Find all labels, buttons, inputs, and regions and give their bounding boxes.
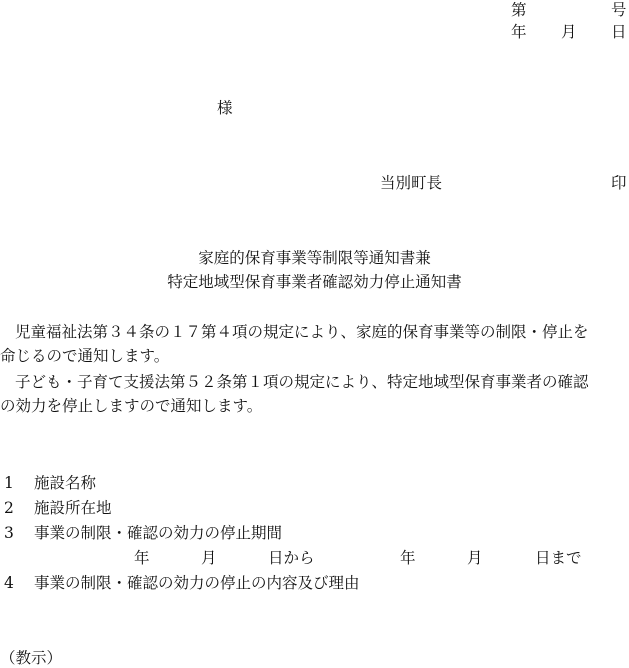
item-label: 施設名称	[34, 474, 97, 492]
instruction-heading: （教示）	[0, 649, 63, 667]
list-item	[4, 473, 97, 493]
item-label: 事業の制限・確認の効力の停止の内容及び理由	[34, 574, 360, 592]
list-item	[4, 498, 112, 518]
date-month-label: 月	[561, 23, 577, 41]
item-number: 2	[4, 499, 14, 517]
addressee-honorific: 様	[217, 99, 233, 117]
body-paragraph-2	[0, 370, 629, 418]
date-year-label: 年	[511, 23, 527, 41]
document-title-line-2: 特定地域型保育事業者確認効力停止通知書	[167, 273, 462, 291]
number-prefix: 第	[511, 1, 527, 19]
body-paragraph-1-line-1: 児童福祉法第３４条の１７第４項の規定により、家庭的保育事業等の制限・停止を	[15, 323, 589, 341]
sender-title: 当別町長	[380, 174, 443, 192]
period-start-month: 月	[201, 549, 217, 567]
body-paragraph-1	[0, 320, 629, 368]
list-item	[4, 523, 283, 543]
item-number: 3	[4, 524, 14, 542]
period-end-year: 年	[400, 549, 416, 567]
seal-mark: 印	[611, 174, 627, 192]
date-day-label: 日	[611, 23, 627, 41]
document-title-line-1: 家庭的保育事業等制限等通知書兼	[198, 249, 431, 267]
body-paragraph-1-line-2: 命じるので通知します。	[0, 347, 170, 365]
item-number: 1	[4, 474, 14, 492]
list-item	[4, 573, 360, 593]
body-paragraph-2-line-2: の効力を停止しますので通知します。	[0, 397, 263, 415]
period-end-day: 日まで	[535, 549, 582, 567]
number-suffix: 号	[611, 1, 627, 19]
item-label: 施設所在地	[34, 499, 112, 517]
period-start-day: 日から	[268, 549, 315, 567]
period-start-year: 年	[134, 549, 150, 567]
item-number: 4	[4, 574, 14, 592]
item-label: 事業の制限・確認の効力の停止期間	[34, 524, 283, 542]
body-paragraph-2-line-1: 子ども・子育て支援法第５２条第１項の規定により、特定地域型保育事業者の確認	[15, 373, 589, 391]
period-end-month: 月	[467, 549, 483, 567]
